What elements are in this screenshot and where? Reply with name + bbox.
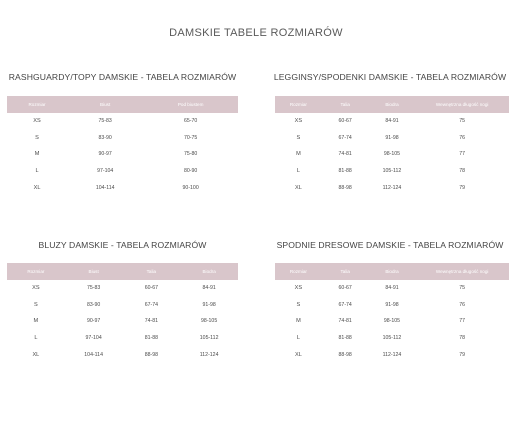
table-cell: 67-74	[144, 301, 159, 308]
table-cell: 75-83	[98, 118, 112, 125]
table-cell: 76	[459, 134, 466, 141]
table-cell: 98-105	[383, 318, 401, 325]
column-header: Wewnętrzna długość nogi	[435, 102, 489, 107]
size-cell: L	[35, 168, 39, 175]
table-cell: 81-88	[338, 168, 352, 175]
table-cell: 77	[459, 151, 466, 158]
table-cell: 98-105	[383, 151, 401, 158]
size-cell: XS	[294, 285, 303, 292]
size-cell: M	[296, 318, 301, 325]
size-cell: XL	[294, 184, 302, 191]
table-cell: 104-114	[95, 184, 115, 191]
size-table	[275, 96, 509, 196]
table-cell: 79	[459, 184, 466, 191]
table-row	[275, 313, 509, 330]
size-cell: S	[34, 301, 38, 308]
size-cell: S	[35, 134, 39, 141]
table-row	[275, 346, 509, 363]
table-row	[7, 330, 238, 347]
table-row	[275, 179, 509, 196]
table-cell: 91-98	[202, 301, 216, 308]
table-header-row	[275, 263, 509, 280]
size-table	[7, 263, 238, 363]
column-header: Biodra	[385, 269, 399, 274]
column-header: Wewnętrzna długość nogi	[435, 269, 489, 274]
size-cell: L	[296, 335, 300, 342]
table-cell: 97-104	[85, 335, 102, 342]
table-cell: 91-98	[385, 301, 399, 308]
table-cell: 112-124	[382, 351, 402, 358]
table-cell: 112-124	[382, 184, 402, 191]
table-row	[7, 163, 238, 180]
table-cell: 90-100	[182, 184, 199, 191]
size-cell: XS	[33, 118, 41, 125]
table-cell: 84-91	[385, 285, 399, 292]
table-cell: 98-105	[201, 318, 218, 325]
column-header: Biust	[100, 102, 111, 107]
size-cell: L	[34, 335, 38, 342]
table-cell: 84-91	[202, 285, 216, 292]
size-cell: XL	[32, 351, 40, 358]
column-header: Talia	[340, 102, 350, 107]
section-title: RASHGUARDY/TOPY DAMSKIE - TABELA ROZMIARÓW	[8, 72, 237, 82]
size-cell: XS	[32, 285, 40, 292]
size-table	[275, 263, 509, 363]
table-row	[7, 113, 238, 130]
size-table	[7, 96, 238, 196]
table-cell: 75	[459, 118, 466, 125]
table-cell: 60-67	[338, 118, 352, 125]
table-cell: 75-80	[183, 151, 198, 158]
table-cell: 60-67	[338, 285, 352, 292]
table-cell: 105-112	[382, 168, 402, 175]
table-cell: 80-90	[183, 168, 198, 175]
table-cell: 91-98	[385, 134, 399, 141]
table-row	[275, 330, 509, 347]
table-cell: 65-70	[183, 118, 198, 125]
table-cell: 75	[459, 285, 466, 292]
rashguard-section	[0, 72, 245, 196]
table-cell: 88-98	[338, 351, 352, 358]
size-cell: XL	[294, 351, 302, 358]
table-row	[7, 297, 238, 314]
table-cell: 81-88	[144, 335, 159, 342]
table-cell: 78	[459, 168, 466, 175]
table-row	[275, 146, 509, 163]
table-row	[7, 146, 238, 163]
table-row	[275, 297, 509, 314]
table-row	[275, 163, 509, 180]
table-cell: 77	[459, 318, 466, 325]
leggins-section	[268, 72, 512, 196]
table-cell: 83-90	[98, 134, 112, 141]
page-title: DAMSKIE TABELE ROZMIARÓW	[169, 27, 343, 39]
table-row	[275, 113, 509, 130]
table-cell: 76	[459, 301, 466, 308]
table-cell: 83-90	[86, 301, 101, 308]
section-title: LEGGINSY/SPODENKI DAMSKIE - TABELA ROZMIARÓW	[273, 72, 507, 82]
table-cell: 105-112	[382, 335, 402, 342]
table-cell: 97-104	[97, 168, 114, 175]
table-cell: 74-81	[338, 151, 352, 158]
table-cell: 112-124	[199, 351, 219, 358]
table-cell: 81-88	[338, 335, 352, 342]
table-cell: 74-81	[144, 318, 159, 325]
size-cell: XS	[294, 118, 303, 125]
size-cell: XL	[33, 184, 41, 191]
size-cell: S	[296, 301, 301, 308]
column-header: Biust	[88, 269, 99, 274]
table-row	[7, 179, 238, 196]
size-cell: M	[296, 151, 301, 158]
table-cell: 90-97	[86, 318, 101, 325]
table-cell: 74-81	[338, 318, 352, 325]
table-cell: 75-83	[86, 285, 101, 292]
table-cell: 88-98	[144, 351, 159, 358]
column-header: Pod biustem	[177, 102, 204, 107]
table-cell: 78	[459, 335, 466, 342]
column-header: Rozmiar	[289, 102, 307, 107]
table-header-row	[275, 96, 509, 113]
table-cell: 67-74	[338, 301, 352, 308]
table-row	[7, 280, 238, 297]
section-title: SPODNIE DRESOWE DAMSKIE - TABELA ROZMIARÓW	[276, 240, 504, 250]
spodnie-section	[268, 240, 512, 363]
column-header: Rozmiar	[289, 269, 307, 274]
table-row	[7, 313, 238, 330]
table-cell: 60-67	[144, 285, 159, 292]
column-header: Talia	[340, 269, 350, 274]
size-cell: L	[296, 168, 300, 175]
table-header-row	[7, 96, 238, 113]
size-cell: M	[33, 318, 39, 325]
section-title: BLUZY DAMSKIE - TABELA ROZMIARÓW	[38, 240, 207, 250]
table-cell: 70-75	[183, 134, 198, 141]
size-cell: M	[34, 151, 40, 158]
table-row	[275, 130, 509, 147]
table-cell: 105-112	[199, 335, 219, 342]
size-cell: S	[296, 134, 301, 141]
table-cell: 84-91	[385, 118, 399, 125]
table-cell: 104-114	[84, 351, 103, 358]
column-header: Rozmiar	[28, 102, 46, 107]
table-cell: 90-97	[98, 151, 112, 158]
table-row	[7, 346, 238, 363]
column-header: Rozmiar	[27, 269, 45, 274]
table-cell: 79	[459, 351, 466, 358]
table-cell: 67-74	[338, 134, 352, 141]
table-header-row	[7, 263, 238, 280]
table-row	[275, 280, 509, 297]
table-row	[7, 130, 238, 147]
column-header: Talia	[146, 269, 157, 274]
table-cell: 88-98	[338, 184, 352, 191]
column-header: Biodra	[385, 102, 399, 107]
bluzy-section	[0, 240, 245, 363]
column-header: Biodra	[202, 269, 216, 274]
